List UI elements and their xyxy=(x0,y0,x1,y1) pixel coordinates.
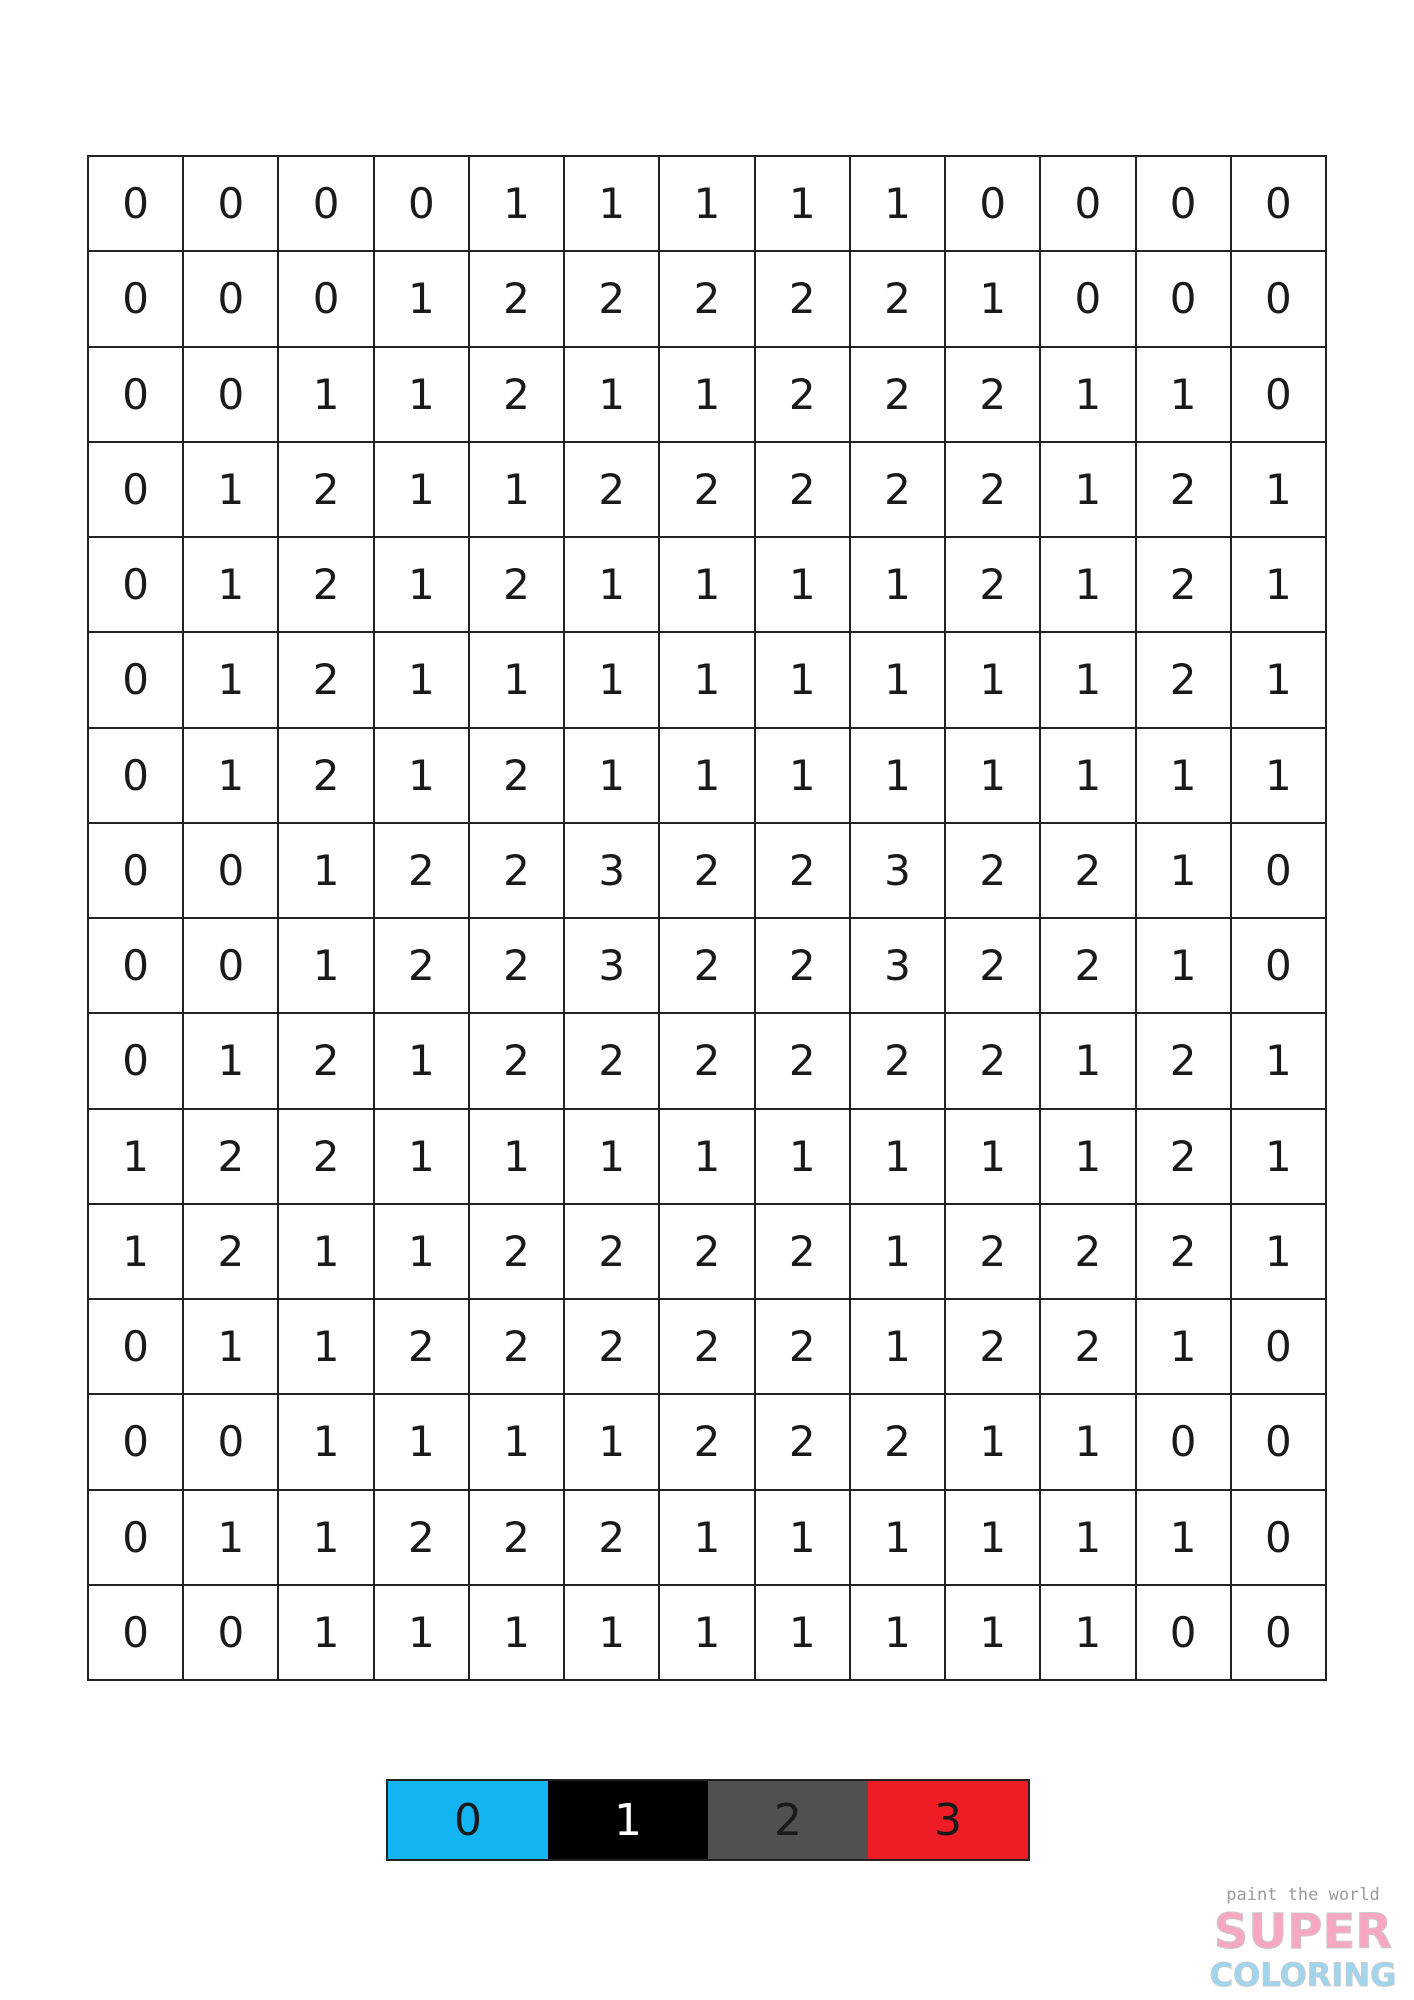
grid-cell[interactable]: 1 xyxy=(184,729,279,824)
grid-cell[interactable]: 2 xyxy=(946,1205,1041,1300)
grid-cell[interactable]: 0 xyxy=(279,157,374,252)
grid-cell[interactable]: 1 xyxy=(279,1491,374,1586)
grid-cell[interactable]: 1 xyxy=(660,1491,755,1586)
grid-cell[interactable]: 0 xyxy=(1137,1395,1232,1490)
grid-cell[interactable]: 2 xyxy=(470,1205,565,1300)
grid-cell[interactable]: 1 xyxy=(470,1395,565,1490)
grid-cell[interactable]: 0 xyxy=(1041,157,1136,252)
grid-cell[interactable]: 2 xyxy=(1137,443,1232,538)
grid-cell[interactable]: 1 xyxy=(279,1300,374,1395)
grid-cell[interactable]: 1 xyxy=(375,538,470,633)
grid-cell[interactable]: 1 xyxy=(279,824,374,919)
grid-cell[interactable]: 1 xyxy=(1041,1491,1136,1586)
grid-cell[interactable]: 2 xyxy=(660,1300,755,1395)
grid-cell[interactable]: 2 xyxy=(1041,1300,1136,1395)
grid-cell[interactable]: 1 xyxy=(1137,1491,1232,1586)
grid-cell[interactable]: 1 xyxy=(946,1395,1041,1490)
grid-cell[interactable]: 0 xyxy=(89,538,184,633)
grid-cell[interactable]: 2 xyxy=(946,348,1041,443)
grid-cell[interactable]: 1 xyxy=(1232,538,1327,633)
grid-cell[interactable]: 1 xyxy=(1041,1395,1136,1490)
grid-cell[interactable]: 1 xyxy=(1041,729,1136,824)
grid-cell[interactable]: 2 xyxy=(279,633,374,728)
grid-cell[interactable]: 2 xyxy=(756,348,851,443)
grid-cell[interactable]: 2 xyxy=(851,348,946,443)
grid-cell[interactable]: 1 xyxy=(565,1110,660,1205)
grid-cell[interactable]: 0 xyxy=(89,1300,184,1395)
grid-cell[interactable]: 2 xyxy=(660,1395,755,1490)
grid-cell[interactable]: 2 xyxy=(470,824,565,919)
grid-cell[interactable]: 1 xyxy=(375,729,470,824)
grid-cell[interactable]: 2 xyxy=(470,538,565,633)
grid-cell[interactable]: 1 xyxy=(756,157,851,252)
grid-cell[interactable]: 1 xyxy=(375,633,470,728)
grid-cell[interactable]: 1 xyxy=(375,1395,470,1490)
grid-cell[interactable]: 3 xyxy=(565,824,660,919)
legend-swatch-1[interactable]: 1 xyxy=(548,1781,708,1859)
grid-cell[interactable]: 1 xyxy=(279,348,374,443)
grid-cell[interactable]: 1 xyxy=(375,1586,470,1681)
grid-cell[interactable]: 1 xyxy=(1137,824,1232,919)
grid-cell[interactable]: 1 xyxy=(1232,633,1327,728)
grid-cell[interactable]: 2 xyxy=(1137,1205,1232,1300)
grid-cell[interactable]: 1 xyxy=(1232,443,1327,538)
grid-cell[interactable]: 0 xyxy=(89,824,184,919)
grid-cell[interactable]: 0 xyxy=(1232,1586,1327,1681)
logo-line2: COLORING xyxy=(1209,1956,1397,1992)
grid-cell[interactable]: 2 xyxy=(946,824,1041,919)
grid-cell[interactable]: 1 xyxy=(1137,919,1232,1014)
grid-cell[interactable]: 2 xyxy=(946,1300,1041,1395)
grid-cell[interactable]: 2 xyxy=(660,824,755,919)
grid-cell[interactable]: 2 xyxy=(756,1014,851,1109)
grid-cell[interactable]: 2 xyxy=(279,729,374,824)
grid-cell[interactable]: 1 xyxy=(565,348,660,443)
grid-cell[interactable]: 2 xyxy=(851,252,946,347)
grid-cell[interactable]: 0 xyxy=(89,443,184,538)
grid-cell[interactable]: 1 xyxy=(1041,1110,1136,1205)
grid-cell[interactable]: 1 xyxy=(470,157,565,252)
grid-cell[interactable]: 1 xyxy=(851,1586,946,1681)
grid-cell[interactable]: 1 xyxy=(1041,633,1136,728)
color-legend xyxy=(386,1779,1030,1861)
grid-cell[interactable]: 0 xyxy=(1232,1395,1327,1490)
grid-cell[interactable]: 2 xyxy=(565,1205,660,1300)
grid-cell[interactable]: 1 xyxy=(184,443,279,538)
grid-cell[interactable]: 0 xyxy=(1232,919,1327,1014)
grid-cell[interactable]: 2 xyxy=(756,252,851,347)
grid-cell[interactable]: 1 xyxy=(660,1110,755,1205)
grid-cell[interactable]: 2 xyxy=(470,348,565,443)
grid-cell[interactable]: 3 xyxy=(851,919,946,1014)
grid-cell[interactable]: 1 xyxy=(851,1491,946,1586)
grid-cell[interactable]: 0 xyxy=(89,157,184,252)
grid-cell[interactable]: 1 xyxy=(946,1586,1041,1681)
grid-cell[interactable]: 0 xyxy=(1232,252,1327,347)
grid-cell[interactable]: 1 xyxy=(946,252,1041,347)
grid-cell[interactable]: 2 xyxy=(1137,1014,1232,1109)
grid-cell[interactable]: 1 xyxy=(470,443,565,538)
grid-cell[interactable]: 1 xyxy=(375,443,470,538)
grid-cell[interactable]: 0 xyxy=(184,348,279,443)
grid-cell[interactable]: 0 xyxy=(89,252,184,347)
grid-cell[interactable]: 2 xyxy=(565,1300,660,1395)
grid-cell[interactable]: 1 xyxy=(756,1586,851,1681)
grid-cell[interactable]: 2 xyxy=(660,1014,755,1109)
grid-cell[interactable]: 2 xyxy=(470,1300,565,1395)
grid-cell[interactable]: 1 xyxy=(375,1110,470,1205)
grid-cell[interactable]: 2 xyxy=(946,919,1041,1014)
grid-cell[interactable]: 2 xyxy=(279,538,374,633)
grid-cell[interactable]: 2 xyxy=(565,443,660,538)
grid-cell[interactable]: 0 xyxy=(89,1014,184,1109)
logo-tagline: paint the world xyxy=(1226,1885,1380,1905)
grid-cell[interactable]: 2 xyxy=(470,252,565,347)
grid-cell[interactable]: 2 xyxy=(1137,1110,1232,1205)
grid-cell[interactable]: 2 xyxy=(375,824,470,919)
grid-cell[interactable]: 0 xyxy=(89,1395,184,1490)
grid-cell[interactable]: 3 xyxy=(565,919,660,1014)
grid-cell[interactable]: 2 xyxy=(279,443,374,538)
grid-cell[interactable]: 1 xyxy=(375,348,470,443)
grid-cell[interactable]: 2 xyxy=(946,538,1041,633)
grid-cell[interactable]: 0 xyxy=(1232,348,1327,443)
grid-cell[interactable]: 0 xyxy=(89,1491,184,1586)
grid-cell[interactable]: 2 xyxy=(756,1205,851,1300)
grid-cell[interactable]: 0 xyxy=(279,252,374,347)
grid-cell[interactable]: 1 xyxy=(565,1395,660,1490)
grid-cell[interactable]: 1 xyxy=(1137,1300,1232,1395)
grid-cell[interactable]: 2 xyxy=(1041,919,1136,1014)
grid-cell[interactable]: 2 xyxy=(851,1395,946,1490)
super-coloring-logo xyxy=(1205,1880,1400,1992)
grid-cell[interactable]: 1 xyxy=(660,538,755,633)
grid-cell[interactable]: 1 xyxy=(851,1110,946,1205)
grid-cell[interactable]: 1 xyxy=(660,633,755,728)
grid-cell[interactable]: 2 xyxy=(851,443,946,538)
grid-cell[interactable]: 1 xyxy=(946,729,1041,824)
grid-cell[interactable]: 2 xyxy=(756,824,851,919)
grid-cell[interactable]: 1 xyxy=(279,1586,374,1681)
grid-cell[interactable]: 1 xyxy=(851,633,946,728)
grid-cell[interactable]: 1 xyxy=(89,1110,184,1205)
grid-cell[interactable]: 2 xyxy=(946,1014,1041,1109)
grid-cell[interactable]: 1 xyxy=(1232,1110,1327,1205)
grid-cell[interactable]: 1 xyxy=(375,1205,470,1300)
grid-cell[interactable]: 1 xyxy=(1041,1014,1136,1109)
logo-line1: SUPER xyxy=(1213,1904,1393,1960)
grid-cell[interactable]: 0 xyxy=(375,157,470,252)
grid-cell[interactable]: 1 xyxy=(279,1205,374,1300)
grid-cell[interactable]: 1 xyxy=(1137,348,1232,443)
grid-cell[interactable]: 0 xyxy=(184,157,279,252)
grid-cell[interactable]: 1 xyxy=(1232,1014,1327,1109)
legend-swatch-3[interactable]: 3 xyxy=(868,1781,1028,1859)
grid-cell[interactable]: 2 xyxy=(660,1205,755,1300)
grid-cell[interactable]: 1 xyxy=(756,1491,851,1586)
grid-cell[interactable]: 3 xyxy=(851,824,946,919)
grid-cell[interactable]: 1 xyxy=(184,1491,279,1586)
grid-cell[interactable]: 2 xyxy=(1137,633,1232,728)
grid-cell[interactable]: 2 xyxy=(851,1014,946,1109)
grid-cell[interactable]: 0 xyxy=(184,824,279,919)
grid-cell[interactable]: 2 xyxy=(184,1110,279,1205)
grid-cell[interactable]: 1 xyxy=(89,1205,184,1300)
grid-cell[interactable]: 1 xyxy=(565,1586,660,1681)
grid-cell[interactable]: 2 xyxy=(565,252,660,347)
grid-cell[interactable]: 1 xyxy=(1041,348,1136,443)
grid-cell[interactable]: 1 xyxy=(184,538,279,633)
grid-cell[interactable]: 2 xyxy=(1041,824,1136,919)
grid-cell[interactable]: 2 xyxy=(470,1014,565,1109)
grid-cell[interactable]: 2 xyxy=(756,1300,851,1395)
grid-cell[interactable]: 2 xyxy=(375,1491,470,1586)
grid-cell[interactable]: 0 xyxy=(184,1395,279,1490)
grid-cell[interactable]: 1 xyxy=(946,633,1041,728)
number-grid xyxy=(87,155,1327,1681)
grid-cell[interactable]: 1 xyxy=(470,1586,565,1681)
grid-cell[interactable]: 2 xyxy=(279,1110,374,1205)
grid-cell[interactable]: 1 xyxy=(279,1395,374,1490)
grid-cell[interactable]: 1 xyxy=(1041,443,1136,538)
grid-cell[interactable]: 1 xyxy=(660,157,755,252)
grid-cell[interactable]: 0 xyxy=(89,919,184,1014)
grid-cell[interactable]: 1 xyxy=(565,538,660,633)
grid-cell[interactable]: 1 xyxy=(1232,1205,1327,1300)
grid-cell[interactable]: 0 xyxy=(1041,252,1136,347)
grid-cell[interactable]: 0 xyxy=(184,252,279,347)
grid-cell[interactable]: 0 xyxy=(1232,1300,1327,1395)
grid-cell[interactable]: 1 xyxy=(660,348,755,443)
grid-cell[interactable]: 2 xyxy=(756,443,851,538)
grid-cell[interactable]: 2 xyxy=(565,1014,660,1109)
grid-cell[interactable]: 2 xyxy=(375,919,470,1014)
legend-swatch-0[interactable]: 0 xyxy=(388,1781,548,1859)
grid-cell[interactable]: 1 xyxy=(565,633,660,728)
grid-cell[interactable]: 1 xyxy=(375,252,470,347)
grid-cell[interactable]: 0 xyxy=(89,1586,184,1681)
grid-cell[interactable]: 0 xyxy=(89,348,184,443)
grid-cell[interactable]: 1 xyxy=(851,157,946,252)
grid-cell[interactable]: 2 xyxy=(660,919,755,1014)
grid-cell[interactable]: 2 xyxy=(470,729,565,824)
grid-cell[interactable]: 2 xyxy=(1041,1205,1136,1300)
grid-cell[interactable]: 1 xyxy=(660,729,755,824)
grid-cell[interactable]: 0 xyxy=(184,919,279,1014)
grid-cell[interactable]: 1 xyxy=(1232,729,1327,824)
grid-cell[interactable]: 0 xyxy=(1232,157,1327,252)
grid-cell[interactable]: 1 xyxy=(756,729,851,824)
grid-cell[interactable]: 2 xyxy=(470,919,565,1014)
grid-cell[interactable]: 2 xyxy=(1137,538,1232,633)
grid-cell[interactable]: 2 xyxy=(756,919,851,1014)
grid-cell[interactable]: 1 xyxy=(279,919,374,1014)
grid-cell[interactable]: 0 xyxy=(1137,1586,1232,1681)
grid-cell[interactable]: 1 xyxy=(851,729,946,824)
grid-cell[interactable]: 2 xyxy=(660,443,755,538)
grid-cell[interactable]: 1 xyxy=(1137,729,1232,824)
grid-cell[interactable]: 0 xyxy=(89,633,184,728)
grid-cell[interactable]: 1 xyxy=(184,1300,279,1395)
grid-cell[interactable]: 1 xyxy=(851,1205,946,1300)
grid-cell[interactable]: 1 xyxy=(660,1586,755,1681)
grid-cell[interactable]: 1 xyxy=(851,538,946,633)
grid-cell[interactable]: 2 xyxy=(470,1491,565,1586)
grid-cell[interactable]: 2 xyxy=(279,1014,374,1109)
grid-cell[interactable]: 1 xyxy=(756,538,851,633)
grid-cell[interactable]: 0 xyxy=(89,729,184,824)
grid-cell[interactable]: 0 xyxy=(184,1586,279,1681)
grid-cell[interactable]: 1 xyxy=(184,1014,279,1109)
grid-cell[interactable]: 1 xyxy=(565,157,660,252)
grid-cell[interactable]: 0 xyxy=(946,157,1041,252)
grid-cell[interactable]: 1 xyxy=(1041,538,1136,633)
grid-cell[interactable]: 1 xyxy=(1041,1586,1136,1681)
legend-swatch-2[interactable]: 2 xyxy=(708,1781,868,1859)
grid-cell[interactable]: 2 xyxy=(565,1491,660,1586)
grid-cell[interactable]: 2 xyxy=(660,252,755,347)
grid-cell[interactable]: 0 xyxy=(1137,252,1232,347)
grid-cell[interactable]: 2 xyxy=(946,443,1041,538)
grid-cell[interactable]: 1 xyxy=(851,1300,946,1395)
grid-cell[interactable]: 2 xyxy=(184,1205,279,1300)
grid-cell[interactable]: 1 xyxy=(946,1491,1041,1586)
grid-cell[interactable]: 1 xyxy=(470,1110,565,1205)
grid-cell[interactable]: 1 xyxy=(756,633,851,728)
grid-cell[interactable]: 1 xyxy=(470,633,565,728)
grid-cell[interactable]: 1 xyxy=(565,729,660,824)
grid-cell[interactable]: 2 xyxy=(756,1395,851,1490)
grid-cell[interactable]: 1 xyxy=(375,1014,470,1109)
grid-cell[interactable]: 2 xyxy=(375,1300,470,1395)
grid-cell[interactable]: 0 xyxy=(1137,157,1232,252)
grid-cell[interactable]: 1 xyxy=(184,633,279,728)
grid-cell[interactable]: 0 xyxy=(1232,1491,1327,1586)
grid-cell[interactable]: 1 xyxy=(756,1110,851,1205)
grid-cell[interactable]: 1 xyxy=(946,1110,1041,1205)
grid-cell[interactable]: 0 xyxy=(1232,824,1327,919)
